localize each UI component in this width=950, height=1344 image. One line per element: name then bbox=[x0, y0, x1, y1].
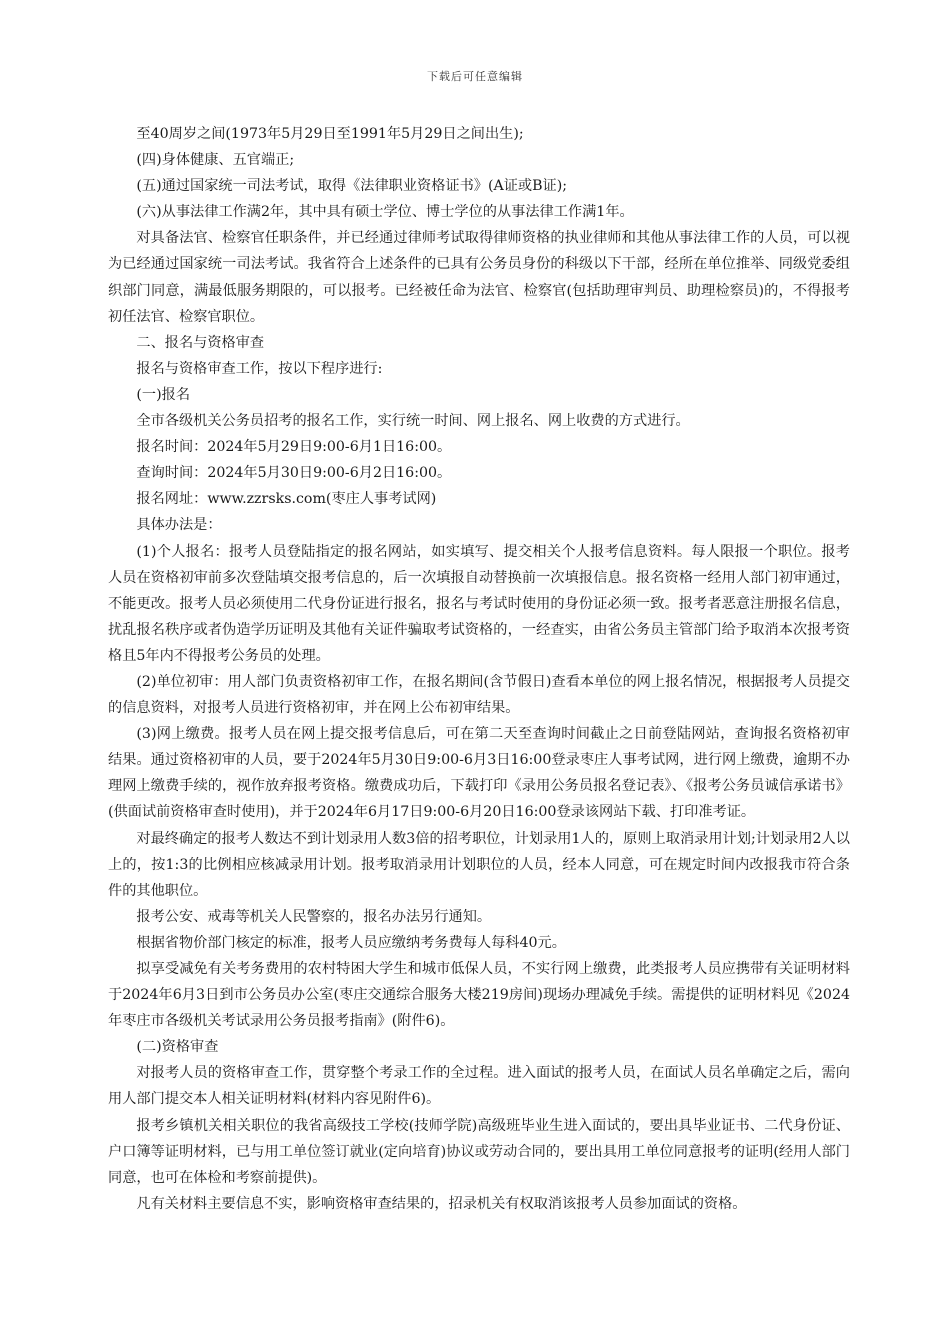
paragraph: (六)从事法律工作满2年，其中具有硕士学位、博士学位的从事法律工作满1年。 bbox=[136, 204, 634, 221]
registration-time: 报名时间：2024年5月29日9:00-6月1日16:00。 bbox=[136, 439, 452, 456]
paragraph: 全市各级机关公务员招考的报名工作，实行统一时间、网上报名、网上收费的方式进行。 bbox=[136, 413, 690, 430]
document-body bbox=[108, 121, 850, 1217]
paragraph: (四)身体健康、五官端正; bbox=[136, 152, 295, 169]
registration-website: 报名网址：www.zzrsks.com(枣庄人事考试网) bbox=[136, 491, 437, 508]
paragraph: (3)网上缴费。报考人员在网上提交报考信息后，可在第二天至查询时间截止之日前登陆网站，查询报名资格初审结果。通过资格初审的人员，要于2024年5月30日9:00-6月3日16:00登录枣庄人事考试网，进行网上缴费，逾期不办理网上缴费手续的，视作放弃报考资格。缴费成功后，下载打印《录用公务员报名登记表》、《报考公务员诚信承诺书》(供面试前资格审查时使用)，并于2024年6月17日9:00-6月20日16:00登录该网站下载、打印准考证。 bbox=[108, 726, 850, 821]
paragraph: 对具备法官、检察官任职条件，并已经通过律师考试取得律师资格的执业律师和其他从事法律工作的人员，可以视为已经通过国家统一司法考试。我省符合上述条件的已具有公务员身份的科级以下干部，经所在单位推举、同级党委组织部门同意，满最低服务期限的，可以报考。已经被任命为法官、检察官(包括助理审判员、助理检察员)的，不得报考初任法官、检察官职位。 bbox=[108, 230, 850, 325]
subsection-heading: (一)报名 bbox=[136, 386, 191, 403]
paragraph: 报考乡镇机关相关职位的我省高级技工学校(技师学院)高级班毕业生进入面试的，要出具毕业证书、二代身份证、户口簿等证明材料，已与用工单位签订就业(定向培育)协议或劳动合同的，要出具用工单位同意报考的证明(经用人部门同意，也可在体检和考察前提供)。 bbox=[108, 1117, 850, 1186]
paragraph: 凡有关材料主要信息不实，影响资格审查结果的，招录机关有权取消该报考人员参加面试的资格。 bbox=[136, 1195, 747, 1212]
query-time: 查询时间：2024年5月30日9:00-6月2日16:00。 bbox=[136, 465, 452, 482]
subsection-heading: (二)资格审查 bbox=[136, 1039, 219, 1056]
paragraph: 根据省物价部门核定的标准，报考人员应缴纳考务费每人每科40元。 bbox=[136, 934, 566, 951]
page-header: 下载后可任意编辑 bbox=[427, 70, 523, 83]
paragraph: 对报考人员的资格审查工作，贯穿整个考录工作的全过程。进入面试的报考人员，在面试人员名单确定之后，需向用人部门提交本人相关证明材料(材料内容见附件6)。 bbox=[108, 1065, 850, 1108]
paragraph: 报名与资格审查工作，按以下程序进行: bbox=[136, 360, 383, 377]
paragraph: 拟享受减免有关考务费用的农村特困大学生和城市低保人员，不实行网上缴费，此类报考人员应携带有关证明材料于2024年6月3日到市公务员办公室(枣庄交通综合服务大楼219房间)现场办理减免手续。需提供的证明材料见《2024年枣庄市各级机关考试录用公务员报考指南》(附件6)。 bbox=[108, 961, 850, 1030]
paragraph: 报考公安、戒毒等机关人民警察的，报名办法另行通知。 bbox=[136, 908, 492, 925]
paragraph: (五)通过国家统一司法考试，取得《法律职业资格证书》(A证或B证); bbox=[136, 178, 568, 195]
paragraph: 至40周岁之间(1973年5月29日至1991年5月29日之间出生); bbox=[136, 126, 524, 142]
section-heading: 二、报名与资格审查 bbox=[136, 334, 265, 351]
paragraph: 对最终确定的报考人数达不到计划录用人数3倍的招考职位，计划录用1人的，原则上取消录用计划;计划录用2人以上的，按1:3的比例相应核减录用计划。报考取消录用计划职位的人员，经本人同意，可在规定时间内改报我市符合条件的其他职位。 bbox=[108, 830, 850, 899]
paragraph: 具体办法是： bbox=[136, 517, 222, 534]
paragraph: (2)单位初审：用人部门负责资格初审工作，在报名期间(含节假日)查看本单位的网上报名情况，根据报考人员提交的信息资料，对报考人员进行资格初审，并在网上公布初审结果。 bbox=[108, 673, 850, 717]
paragraph: (1)个人报名：报考人员登陆指定的报名网站，如实填写、提交相关个人报考信息资料。每人限报一个职位。报考人员在资格初审前多次登陆填交报考信息的，后一次填报自动替换前一次填报信息。报名资格一经用人部门初审通过，不能更改。报考人员必须使用二代身份证进行报名，报名与考试时使用的身份证必须一致。报考者恶意注册报名信息，扰乱报名秩序或者伪造学历证明及其他有关证件骗取考试资格的，一经查实，由省公务员主管部门给予取消本次报考资格且5年内不得报考公务员的处理。 bbox=[108, 543, 850, 664]
